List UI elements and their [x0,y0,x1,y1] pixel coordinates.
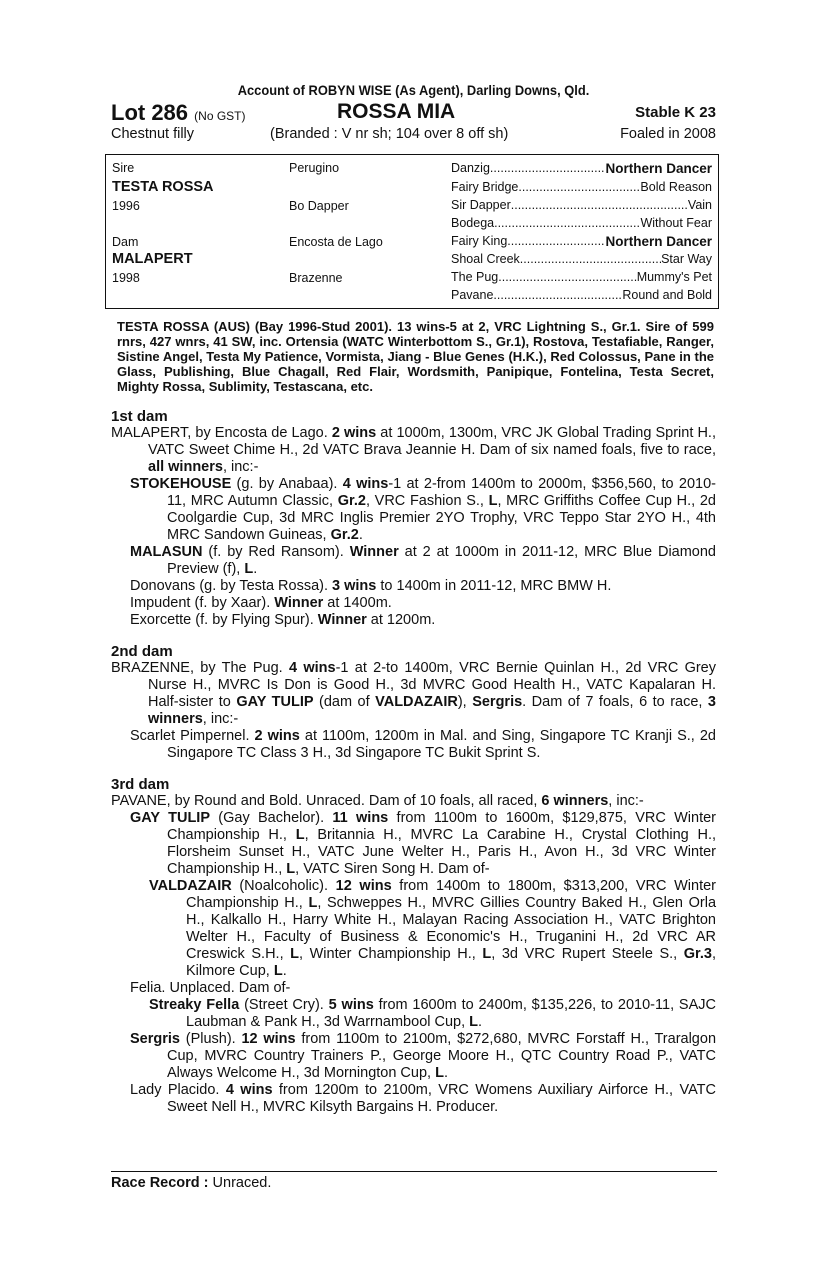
brand-info: (Branded : V nr sh; 104 over 8 off sh) [270,126,509,142]
grandsire-maternal: Encosta de Lago [289,235,383,249]
vendor-line: Account of ROBYN WISE (As Agent), Darling Downs, Qld. [237,82,590,98]
race-record [111,1175,271,1191]
foaled-year: Foaled in 2008 [620,126,716,142]
progeny-lady-placido: Lady Placido. 4 wins from 1200m to 2100m, VRC Womens Auxiliary Airforce H., VATC Sweet Nell H., MVRC Kilsyth Bargains H. Producer. [130,1082,716,1115]
first-dam-heading: 1st dam [111,408,168,425]
race-record-label: Race Record : [111,1175,209,1191]
ancestor-row: Sir Dapper ..... Vain [451,198,712,212]
ancestor-row: Fairy Bridge ..... Bold Reason [451,180,712,194]
dam-year: 1998 [112,271,140,285]
ancestor-row: Pavane ..... Round and Bold [451,288,712,302]
ancestor-row: Fairy King ..... Northern Dancer [451,234,712,249]
progeny-impudent: Impudent (f. by Xaar). Winner at 1400m. [130,595,392,611]
grandsire-paternal: Perugino [289,161,340,175]
divider-line [111,1171,717,1172]
second-dam-heading: 2nd dam [111,643,173,660]
stable-number: Stable K 23 [635,104,716,121]
second-dam-text: BRAZENNE, by The Pug. 4 wins-1 at 2-to 1400m, VRC Bernie Quinlan H., 2d VRC Grey Nurse H., MVRC Is Don is Good H., 3d MVRC Good Health H., VATC Kapalaran H. Half-sister to GAY TULIP (dam of VALDAZAIR), Sergris. Dam of 7 foals, 6 to race, 3 winners, inc:- [111,660,716,727]
gst-note: (No GST) [194,109,246,123]
progeny-scarlet-pimpernel: Scarlet Pimpernel. 2 wins at 1100m, 1200m in Mal. and Sing, Singapore TC Kranji S., 2d Singapore TC Class 3 H., 3d Singapore TC Bukit Sprint S. [130,728,716,761]
progeny-valdazair: VALDAZAIR (Noalcoholic). 12 wins from 1400m to 1800m, $313,200, VRC Winter Championship H., L, Schweppes H., MVRC Gillies Country Baked H., Glen Orla H., Kalkallo H., Harry White H., Malayan Racing Association H., VATC Brighton Welter H., Faculty of Business & Economic's H., Truganini H., 2d VRC AR Creswick S.H., L, Winter Championship H., L, 3d VRC Rupert Steele S., Gr.3, Kilmore Cup, L. [149,878,717,979]
catalogue-page [111,82,716,1116]
dam-label: Dam [112,235,139,249]
ancestor-row: Bodega ..... Without Fear [451,216,712,230]
progeny-malasun: MALASUN (f. by Red Ransom). Winner at 2 at 1000m in 2011-12, MRC Blue Diamond Preview (f), L. [130,544,716,577]
race-record-value: Unraced. [208,1175,272,1191]
granddam-maternal: Brazenne [289,271,343,285]
progeny-felia: Felia. Unplaced. Dam of- [130,980,291,996]
dam-name: MALAPERT [112,251,193,267]
ancestor-row: Shoal Creek ..... Star Way [451,252,712,266]
horse-description: Chestnut filly [111,126,195,142]
sire-summary: TESTA ROSSA (AUS) (Bay 1996-Stud 2001). 13 wins-5 at 2, VRC Lightning S., Gr.1. Sire of 599 rnrs, 427 wnrs, 41 SW, inc. Ortensia (WATC Winterbottom S., Gr.1), Rostova, Testafiable, Ranger, Sistine Angel, Testa My Patience, Vormista, Jiang - Blue Genes (H.K.), Red Colossus, Pane in the Glass, Publishing, Blue Chagall, Red Flair, Wordsmith, Panipique, Fontelina, Testa Secret, Mighty Rossa, Sublimity, Testascana, etc. [117,319,714,394]
progeny-exorcette: Exorcette (f. by Flying Spur). Winner at 1200m. [130,612,436,628]
progeny-gay-tulip: GAY TULIP (Gay Bachelor). 11 wins from 1100m to 1600m, $129,875, VRC Winter Championship H., L, Britannia H., MVRC La Carabine H., Crystal Clothing H., Florsheim Sunset H., VATC June Welter H., Paris H., Avon H., 3d VRC Winter Championship H., L, VATC Siren Song H. Dam of- [130,810,717,877]
pedigree-table [105,154,719,309]
horse-name: ROSSA MIA [337,100,456,123]
granddam-paternal: Bo Dapper [289,199,349,213]
progeny-sergris: Sergris (Plush). 12 wins from 1100m to 2100m, $272,680, MVRC Forstaff H., Traralgon Cup, MVRC Country Trainers P., George Moore H., QTC Country Road P., VATC Always Welcome H., 3d Mornington Cup, L. [130,1031,717,1081]
progeny-donovans: Donovans (g. by Testa Rossa). 3 wins to 1400m in 2011-12, MRC BMW H. [130,578,612,594]
sire-year: 1996 [112,199,140,213]
sire-name: TESTA ROSSA [112,179,214,195]
lot-header [111,100,716,126]
ancestor-row: Danzig ..... Northern Dancer [451,161,712,176]
progeny-stokehouse: STOKEHOUSE (g. by Anabaa). 4 wins-1 at 2-from 1400m to 2000m, $356,560, to 2010-11, MRC Autumn Classic, Gr.2, VRC Fashion S., L, MRC Griffiths Coffee Cup H., 2d Coolgardie Cup, 3d MRC Inglis Premier 2YO Trophy, VRC Teppo Star 2YO H., 4th MRC Sandown Guineas, Gr.2. [130,476,716,543]
lot-number: Lot 286 (No GST) [111,100,246,125]
sire-label: Sire [112,161,135,175]
third-dam-heading: 3rd dam [111,776,170,793]
ancestor-row: The Pug ..... Mummy's Pet [451,270,712,284]
third-dam-text: PAVANE, by Round and Bold. Unraced. Dam of 10 foals, all raced, 6 winners, inc:- [111,793,644,809]
first-dam-text: MALAPERT, by Encosta de Lago. 2 wins at 1000m, 1300m, VRC JK Global Trading Sprint H., VATC Sweet Chime H., 2d VATC Brava Jeannie H. Dam of six named foals, five to race, all winners, inc:- [111,425,716,475]
lot-subheader [111,126,716,146]
progeny-streaky-fella: Streaky Fella (Street Cry). 5 wins from 1600m to 2400m, $135,226, to 2010-11, SAJC Laubman & Pank H., 3d Warrnambool Cup, L. [149,997,716,1030]
